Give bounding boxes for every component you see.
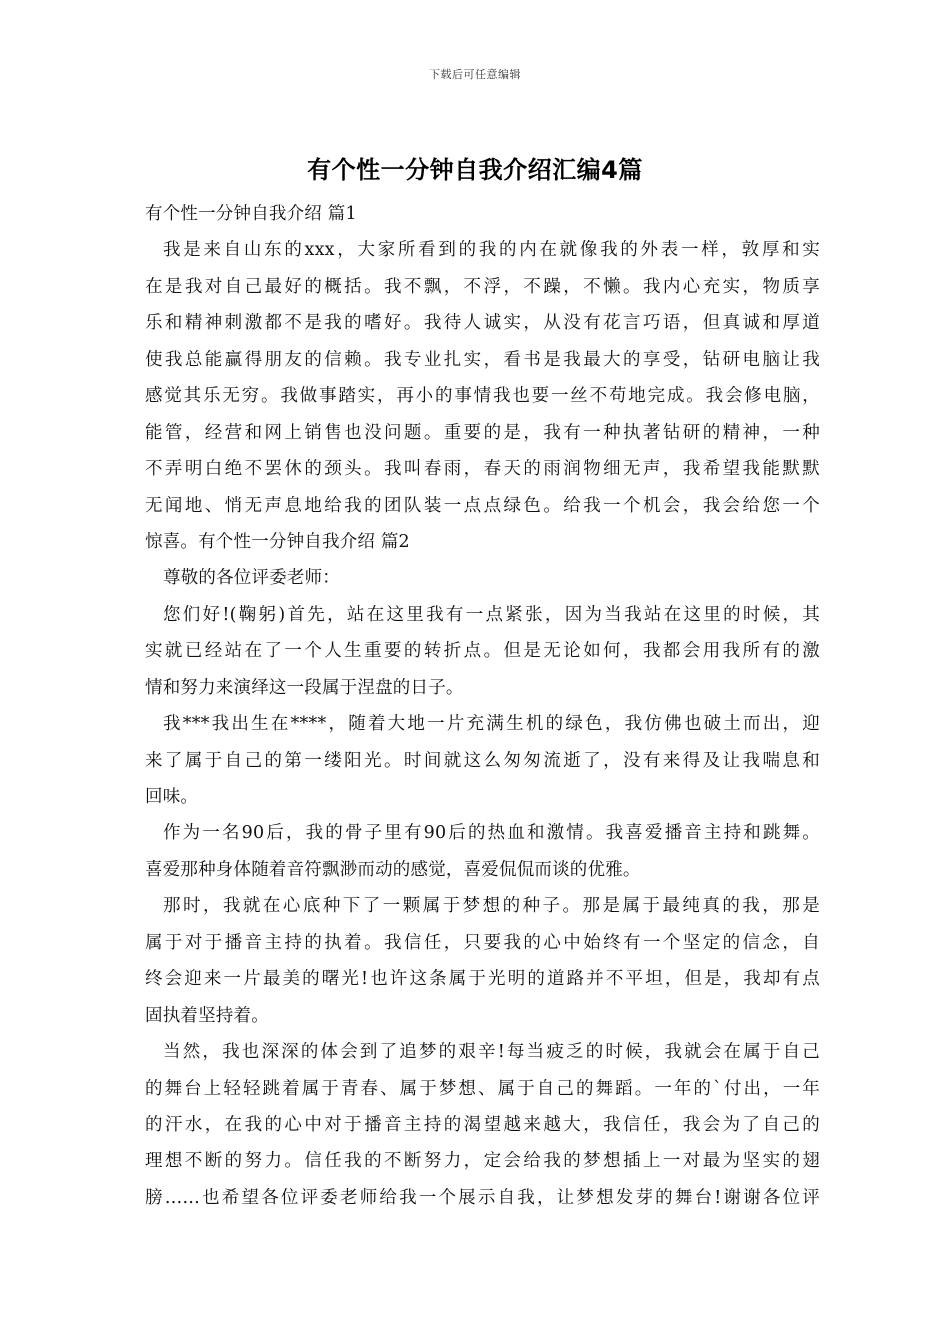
- text-line: 喜爱那种身体随着音符飘渺而动的感觉，喜爱侃侃而谈的优雅。: [145, 859, 641, 880]
- text-line: 使我总能赢得朋友的信赖。我专业扎实，看书是我最大的享受，钻研电脑让我: [145, 349, 820, 370]
- text-line: 感觉其乐无穷。我做事踏实，再小的事情我也要一丝不苟地完成。我会修电脑，: [145, 386, 820, 407]
- text-line: 属于对于播音主持的执着。我信任，只要我的心中始终有一个坚定的信念，自: [145, 932, 820, 953]
- text-line: 实就已经站在了一个人生重要的转折点。但是无论如何，我都会用我所有的激: [145, 641, 820, 662]
- text-line: 终会迎来一片最美的曙光!也许这条属于光明的道路并不平坦，但是，我却有点: [145, 969, 820, 990]
- text-line: 固执着坚持着。: [145, 1005, 269, 1026]
- document-body: [145, 196, 820, 1216]
- text-line: 我***我出生在****，随着大地一片充满生机的绿色，我仿佛也破土而出，迎: [163, 714, 820, 735]
- header-note: 下载后可任意编辑: [429, 68, 521, 81]
- text-line: 能管，经营和网上销售也没问题。重要的是，我有一种执著钻研的精神，一种: [145, 422, 820, 443]
- text-line: 的汗水，在我的心中对于播音主持的渴望越来越大，我信任，我会为了自己的: [145, 1114, 820, 1135]
- text-line: 作为一名90后，我的骨子里有90后的热血和激情。我喜爱播音主持和跳舞。: [163, 823, 820, 844]
- text-line: 当然，我也深深的体会到了追梦的艰辛!每当疲乏的时候，我就会在属于自己: [163, 1042, 820, 1063]
- text-line: 您们好!(鞠躬)首先，站在这里我有一点紧张，因为当我站在这里的时候，其: [163, 604, 820, 625]
- text-line: 在是我对自己最好的概括。我不飘，不浮，不躁，不懒。我内心充实，物质享: [145, 276, 820, 297]
- text-line: 情和努力来演绎这一段属于涅盘的日子。: [145, 677, 464, 698]
- text-line: 我是来自山东的xxx，大家所看到的我的内在就像我的外表一样，敦厚和实: [163, 240, 820, 261]
- text-line: 那时，我就在心底种下了一颗属于梦想的种子。那是属于最纯真的我，那是: [163, 896, 820, 917]
- text-line: 的舞台上轻轻跳着属于青春、属于梦想、属于自己的舞蹈。一年的`付出，一年: [145, 1078, 820, 1099]
- document-title: 有个性一分钟自我介绍汇编4篇: [307, 156, 643, 184]
- salutation: 尊敬的各位评委老师：: [163, 568, 340, 589]
- text-line: 不弄明白绝不罢休的颈头。我叫春雨，春天的雨润物细无声，我希望我能默默: [145, 459, 820, 480]
- text-line: 乐和精神刺激都不是我的嗜好。我待人诚实，从没有花言巧语，但真诚和厚道: [145, 313, 820, 334]
- text-line: 回味。: [145, 787, 199, 807]
- text-line: 无闻地、悄无声息地给我的团队装一点点绿色。给我一个机会，我会给您一个: [145, 495, 820, 516]
- text-line: 理想不断的努力。信任我的不断努力，定会给我的梦想插上一对最为坚实的翅: [145, 1151, 820, 1172]
- text-line: 来了属于自己的第一缕阳光。时间就这么匆匆流逝了，没有来得及让我喘息和: [145, 750, 820, 771]
- text-line: 膀……也希望各位评委老师给我一个展示自我，让梦想发芽的舞台!谢谢各位评: [145, 1187, 820, 1208]
- section-heading-2: 惊喜。有个性一分钟自我介绍 篇2: [145, 531, 410, 552]
- section-heading-1: 有个性一分钟自我介绍 篇1: [145, 204, 357, 224]
